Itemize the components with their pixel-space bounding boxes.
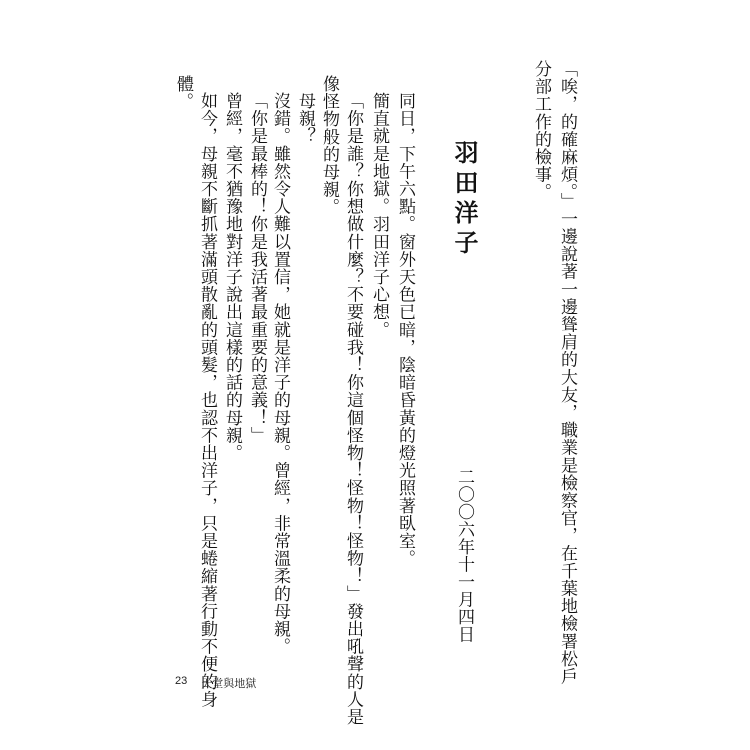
text-column-9: 母親？	[295, 92, 315, 145]
text-column-1: 「唉，的確麻煩。」一邊說著一邊聳肩的大友，職業是檢察官，在千葉地檢署松戶	[557, 60, 577, 686]
text-column-7: 「你是誰？你想做什麼？不要碰我！你這個怪物！怪物！怪物！」發出吼聲的人是	[343, 92, 363, 726]
text-column-2: 分部工作的檢事。	[531, 60, 551, 201]
page-number: 23	[175, 675, 188, 687]
text-column-5: 同日，下午六點。窗外天色已暗，陰暗昏黃的燈光照著臥室。	[395, 92, 415, 568]
text-column-6: 簡直就是地獄。羽田洋子心想。	[369, 92, 389, 339]
text-column-14: 體。	[173, 75, 193, 111]
text-column-10: 沒錯。雖然令人難以置信，她就是洋子的母親。曾經，非常溫柔的母親。	[270, 92, 290, 656]
text-column-12: 曾經，毫不猶豫地對洋子說出這樣的話的母親。	[222, 92, 242, 462]
page-footer	[175, 675, 256, 691]
running-title: 天堂與地獄	[201, 678, 257, 690]
text-column-8: 像怪物般的母親。	[319, 75, 339, 216]
text-column-13: 如今，母親不斷抓著滿頭散亂的頭髮，也認不出洋子，只是蜷縮著行動不便的身	[197, 92, 217, 708]
section-date: 二〇〇六年十一月四日	[454, 468, 474, 643]
text-column-11: 「你是最棒的！你是我活著最重要的意義！」	[247, 92, 267, 444]
section-heading: 羽田洋子	[450, 140, 479, 260]
